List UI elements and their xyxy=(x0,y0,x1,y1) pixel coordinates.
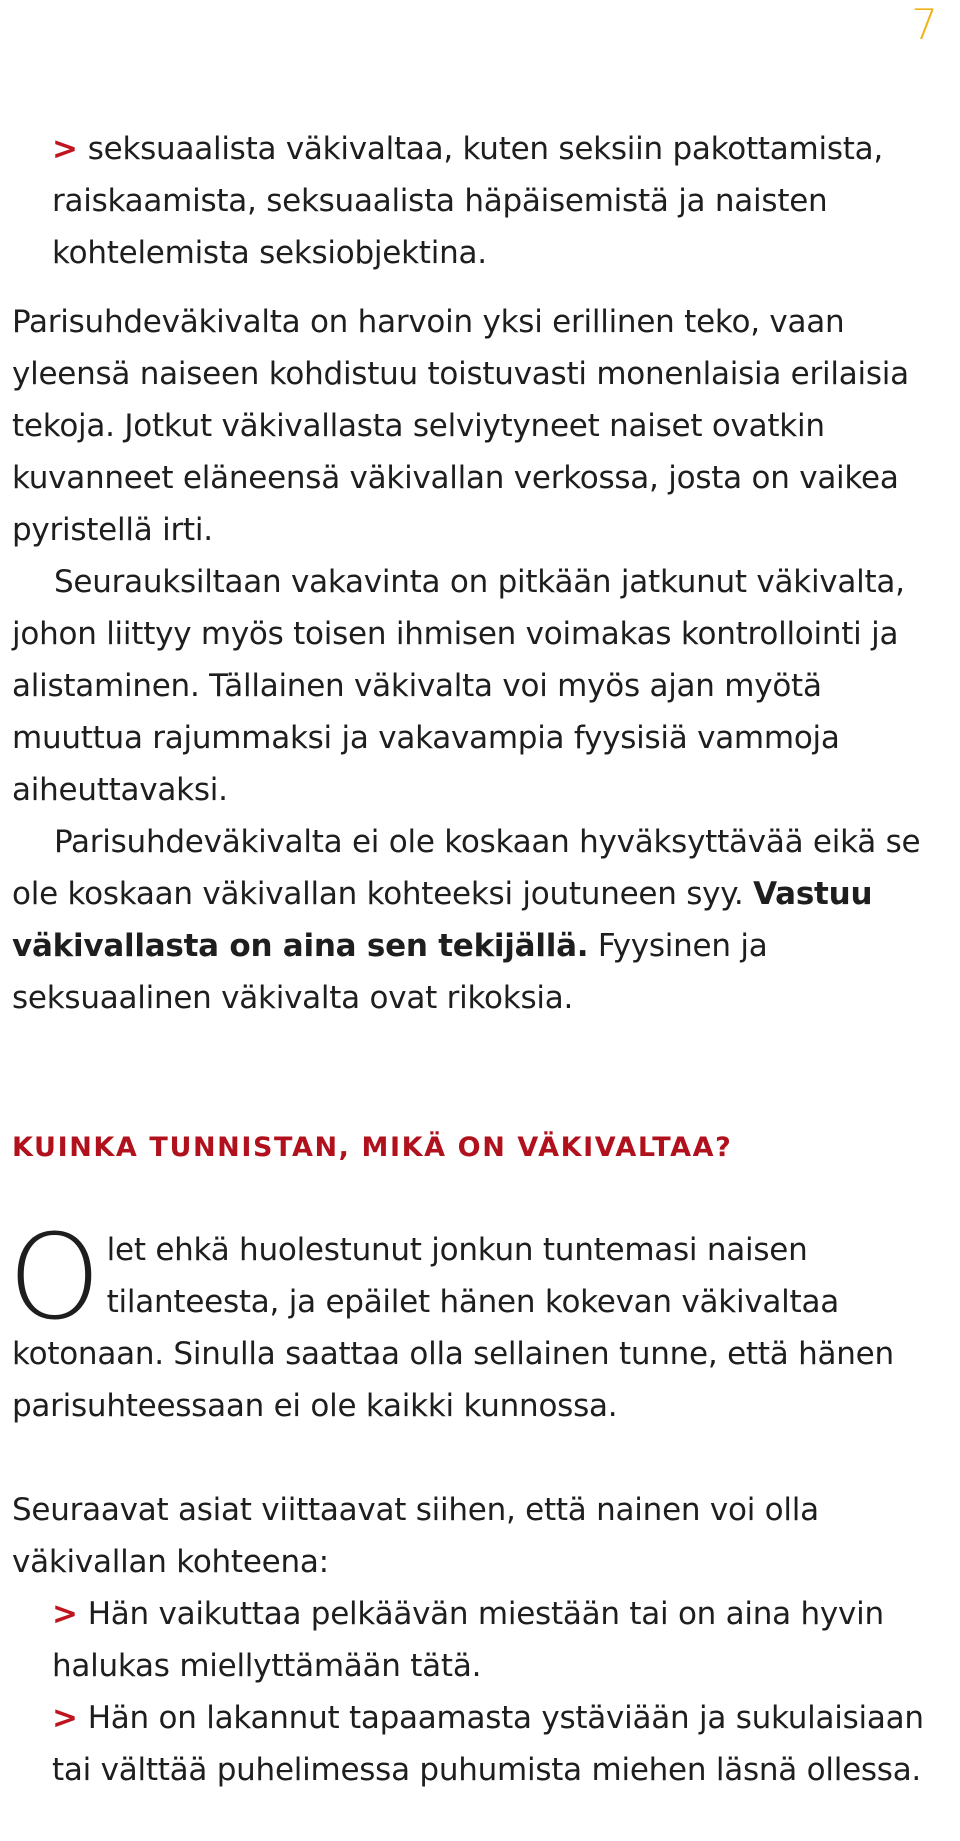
intro-text: let ehkä huolestunut jonkun tuntemasi naisen tilanteesta, ja epäilet hänen kokevan väkivaltaa kotonaan. Sinulla saattaa olla sellainen tunne, että hänen parisuhteessaan ei ole kaikki kunnossa. xyxy=(12,1232,894,1424)
section-heading: KUINKA TUNNISTAN, MIKÄ ON VÄKIVALTAA? xyxy=(12,1132,733,1163)
bullet-arrow-icon: > xyxy=(52,131,78,167)
list-item xyxy=(52,123,948,279)
paragraph-3-end: Fyysinen ja seksuaalinen väkivalta ovat rikoksia. xyxy=(12,928,768,1016)
list-item-text: Hän vaikuttaa pelkäävän miestään tai on aina hyvin halukas miellyttämään tätä. xyxy=(52,1596,884,1684)
bullet-list-bottom xyxy=(52,1588,948,1796)
list-item-text: seksuaalista väkivaltaa, kuten seksiin pakottamista, raiskaamista, seksuaalista häpäisemistä ja naisten kohtelemista seksiobjektina. xyxy=(52,131,883,271)
drop-cap: O xyxy=(8,1208,101,1346)
bullet-arrow-icon: > xyxy=(52,1700,78,1736)
list-item-text: Hän on lakannut tapaamasta ystäviään ja sukulaisiaan tai välttää puhelimessa puhumista miehen läsnä ollessa. xyxy=(52,1700,924,1788)
paragraph-2: Seurauksiltaan vakavinta on pitkään jatkunut väkivalta, johon liittyy myös toisen ihmisen voimakas kontrollointi ja alistaminen. Tällainen väkivalta voi myös ajan myötä muuttua rajummaksi ja vakavampia fyysisiä vammoja aiheuttavaksi. xyxy=(12,564,905,808)
intro-paragraph xyxy=(8,1208,948,1432)
paragraph-1: Parisuhdeväkivalta on harvoin yksi erillinen teko, vaan yleensä naiseen kohdistuu toistuvasti monenlaisia erilaisia tekoja. Jotkut väkivallasta selviytyneet naiset ovatkin kuvanneet eläneensä väkivallan verkossa, josta on vaikea pyristellä irti. xyxy=(12,304,909,548)
section-intro xyxy=(8,1208,948,1432)
bullet-arrow-icon: > xyxy=(52,1596,78,1632)
paragraph-3-start: Parisuhdeväkivalta ei ole koskaan hyväksyttävää eikä se ole koskaan väkivallan kohteeksi joutuneen syy. xyxy=(12,824,921,912)
lead-text-block xyxy=(12,1484,948,1588)
body-text-block xyxy=(12,296,948,1024)
paragraph-3 xyxy=(12,816,948,1024)
lead-paragraph: Seuraavat asiat viittaavat siihen, että nainen voi olla väkivallan kohteena: xyxy=(12,1492,819,1580)
list-item xyxy=(52,1588,948,1692)
paragraph-3-bold: Vastuu väkivallasta on aina sen tekijällä. xyxy=(12,876,873,964)
list-item xyxy=(52,1692,948,1796)
page-number: 7 xyxy=(911,0,938,49)
bullet-list-top xyxy=(52,123,948,279)
